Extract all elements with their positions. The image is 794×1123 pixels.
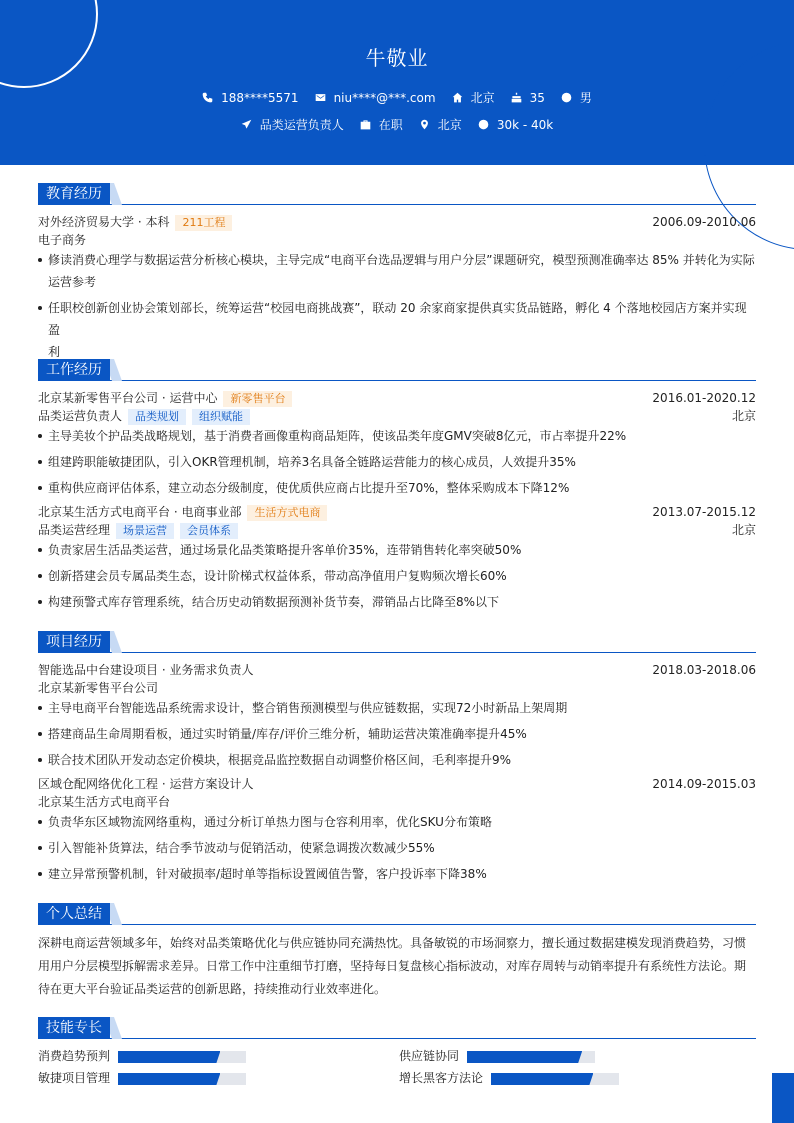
section-title-work: 工作经历 (38, 359, 110, 381)
job-bullet: 创新搭建会员专属品类生态，设计阶梯式权益体系，带动高净值用户复购频次增长60% (38, 565, 756, 587)
intent-status (360, 116, 403, 133)
intent-position (241, 116, 344, 133)
education-header (38, 213, 756, 231)
job-company: 北京某生活方式电商平台 · 电商事业部 (38, 505, 242, 519)
section-title-education: 教育经历 (38, 183, 110, 205)
project-bullet: 建立异常预警机制，针对破损率/超时单等指标设置阈值告警，客户投诉率下降38% (38, 863, 756, 885)
job-tag: 场景运营 (116, 523, 174, 539)
skill-label: 增长黑客方法论 (399, 1071, 484, 1085)
job-date: 2013.07-2015.12 (652, 505, 756, 519)
contact-email (315, 91, 436, 105)
send-icon (241, 119, 252, 130)
job-header (38, 503, 756, 521)
gender-icon (561, 92, 572, 103)
skill-bar (118, 1073, 246, 1085)
resume-header (0, 0, 794, 165)
contact-city (452, 89, 495, 106)
project-bullet: 引入智能补货算法，结合季节波动与促销活动，使紧急调拨次数减少55% (38, 837, 756, 859)
salary-text: 30k - 40k (496, 117, 554, 132)
project-bullet: 联合技术团队开发动态定价模块，根据竞品监控数据自动调整价格区间，毛利率提升9% (38, 749, 756, 771)
education-date: 2006.09-2010.06 (652, 215, 756, 229)
education-major: 电子商务 (38, 233, 87, 247)
skill-bar (491, 1073, 619, 1085)
job-company: 北京某新零售平台公司 · 运营中心 (38, 391, 218, 405)
gender-text: 男 (579, 91, 592, 105)
section-title-skills: 技能专长 (38, 1017, 110, 1039)
job-role-row (38, 521, 756, 539)
skill-label: 供应链协同 (399, 1049, 460, 1063)
skill-bar-fill (118, 1051, 220, 1063)
job-date: 2016.01-2020.12 (652, 391, 756, 405)
project-name: 区域仓配网络优化工程 · 运营方案设计人 (38, 777, 254, 791)
intent-row (0, 116, 794, 133)
position-text: 品类运营负责人 (259, 118, 344, 132)
job-role: 品类运营负责人 (38, 409, 123, 423)
skill-bar (118, 1051, 246, 1063)
briefcase-icon (360, 119, 371, 130)
project-date: 2014.09-2015.03 (652, 777, 756, 791)
project-header (38, 661, 756, 679)
contact-gender (561, 89, 592, 106)
project-bullet: 主导电商平台智能选品系统需求设计，整合销售预测模型与供应链数据，实现72小时新品上架周期 (38, 697, 756, 719)
job-badge: 生活方式电商 (247, 505, 327, 521)
section-education (38, 183, 756, 205)
section-skills (38, 1017, 756, 1039)
job-city: 北京 (731, 523, 756, 537)
school-name: 对外经济贸易大学 · 本科 (38, 215, 170, 229)
skill-label: 敏捷项目管理 (38, 1071, 111, 1085)
intent-city-text: 北京 (437, 118, 462, 132)
contact-phone (202, 91, 298, 105)
section-title-summary: 个人总结 (38, 903, 110, 925)
project-bullet: 搭建商品生命周期看板，通过实时销量/库存/评价三维分析，辅助运营决策准确率提升45% (38, 723, 756, 745)
job-badge: 新零售平台 (223, 391, 292, 407)
intent-city (419, 116, 462, 133)
project-org: 北京某生活方式电商平台 (38, 795, 171, 809)
school-badge: 211工程 (175, 215, 232, 231)
candidate-name: 牛敬业 (365, 46, 429, 70)
education-bullet: 修读消费心理学与数据运营分析核心模块，主导完成“电商平台选品逻辑与用户分层”课题研究，模型预测准确率达 85% 并转化为实际 运营参考 (38, 249, 756, 293)
phone-icon (202, 92, 213, 103)
job-role: 品类运营经理 (38, 523, 111, 537)
section-title-projects: 项目经历 (38, 631, 110, 653)
job-tag: 组织赋能 (192, 409, 250, 425)
email-text: niu****@***.com (333, 90, 436, 105)
project-bullet: 负责华东区域物流网络重构，通过分析订单热力图与仓容利用率，优化SKU分布策略 (38, 811, 756, 833)
skill-bar-fill (491, 1073, 593, 1085)
decorative-block (772, 1073, 794, 1123)
project-org: 北京某新零售平台公司 (38, 681, 159, 695)
section-projects (38, 631, 756, 653)
job-bullet: 组建跨职能敏捷团队，引入OKR管理机制，培养3名具备全链路运营能力的核心成员，人效提升35% (38, 451, 756, 473)
age-text: 35 (529, 90, 545, 105)
summary-text: 深耕电商运营领域多年，始终对品类策略优化与供应链协同充满热忱。具备敏锐的市场洞察力，擅长通过数据建模发现消费趋势，习惯 用用户分层模型拆解需求差异。日常工作中注重细节打磨，坚持每日复盘核心指标波动，对库存周转与动销率提升有系统性方法论。期 待在更大平台验证品类运营的创新思路，持续推动行业效率进化。 (38, 936, 747, 996)
skill-label: 消费趋势预判 (38, 1049, 111, 1063)
job-bullet: 构建预警式库存管理系统，结合历史动销数据预测补货节奏，滞销品占比降至8%以下 (38, 591, 756, 613)
cake-icon (511, 92, 522, 103)
salary-icon (478, 119, 489, 130)
status-text: 在职 (378, 118, 403, 132)
job-bullet: 重构供应商评估体系，建立动态分级制度，使优质供应商占比提升至70%，整体采购成本下降12% (38, 477, 756, 499)
city-text: 北京 (470, 91, 495, 105)
project-header (38, 775, 756, 793)
job-tag: 品类规划 (128, 409, 186, 425)
job-bullet: 主导美妆个护品类战略规划，基于消费者画像重构商品矩阵，使该品类年度GMV突破8亿元，市占率提升22% (38, 425, 756, 447)
skill-bar-fill (467, 1051, 582, 1063)
job-role-row (38, 407, 756, 425)
intent-salary (478, 118, 553, 132)
phone-text: 188****5571 (221, 90, 299, 105)
skill-bar (467, 1051, 595, 1063)
project-name: 智能选品中台建设项目 · 业务需求负责人 (38, 663, 254, 677)
contact-age (511, 91, 545, 105)
contact-row (0, 89, 794, 106)
section-summary (38, 903, 756, 925)
job-header (38, 389, 756, 407)
job-city: 北京 (731, 409, 756, 423)
job-tag: 会员体系 (180, 523, 238, 539)
skill-bar-fill (118, 1073, 220, 1085)
project-date: 2018.03-2018.06 (652, 663, 756, 677)
job-bullet: 负责家居生活品类运营，通过场景化品类策略提升客单价35%，连带销售转化率突破50% (38, 539, 756, 561)
mail-icon (315, 92, 326, 103)
education-bullet: 任职校创新创业协会策划部长，统筹运营“校园电商挑战赛”，联动 20 余家商家提供真实货品链路，孵化 4 个落地校园店方案并实现盈 利 (38, 297, 756, 363)
home-icon (452, 92, 463, 103)
section-work (38, 359, 756, 381)
location-icon (419, 119, 430, 130)
